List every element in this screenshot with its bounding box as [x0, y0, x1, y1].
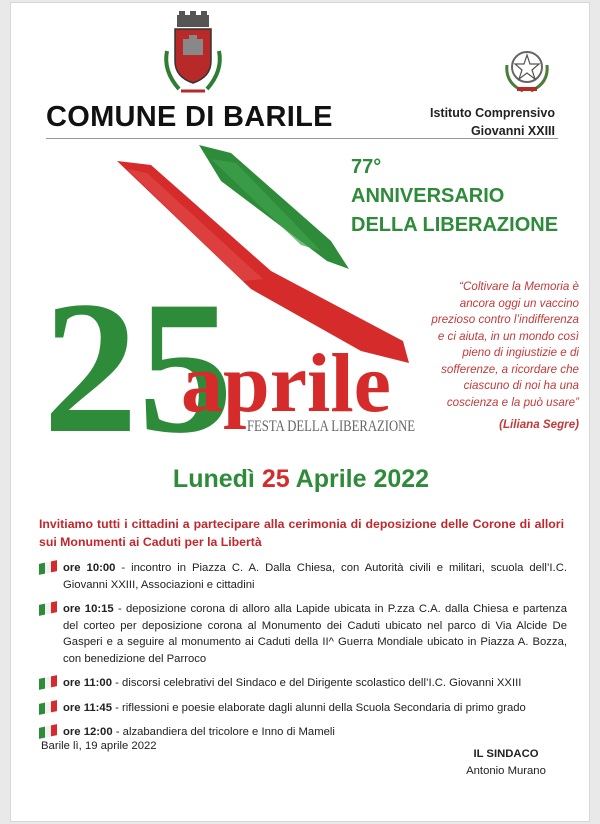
anniversary-line-2: DELLA LIBERAZIONE: [351, 214, 559, 236]
header-divider: [46, 138, 558, 139]
school-line-1: Istituto Comprensivo: [429, 106, 555, 120]
program-item-text: [63, 601, 567, 667]
quote-line: coscienza e la può usare”: [446, 395, 579, 409]
hero-subtitle: FESTA DELLA LIBERAZIONE: [247, 418, 415, 435]
mayor-name: Antonio Murano: [466, 765, 546, 777]
date-month-year: Aprile 2022: [295, 465, 430, 493]
italian-flag-icon: [39, 675, 57, 690]
quote-line: “Coltivare la Memoria è: [459, 280, 579, 293]
quote-line: e ci aiuta, in un mondo così: [437, 329, 579, 343]
program-item: [39, 675, 567, 692]
quote-author: (Liliana Segre): [499, 418, 579, 431]
anniversary-line-1: ANNIVERSARIO: [351, 185, 505, 207]
italian-flag-icon: [39, 560, 57, 575]
program-item: [39, 724, 567, 741]
invitation-text: Invitiamo tutti i cittadini a partecipare alla cerimonia di deposizione delle Corone di allori sui Monumenti ai Caduti per la Libertà: [39, 517, 564, 549]
school-name: [430, 104, 555, 140]
program-time: ore 11:00: [63, 677, 112, 689]
program-time: ore 10:00: [63, 562, 116, 574]
program-description: - deposizione corona di alloro alla Lapide ubicata in P.zza C.A. dalla Chiesa e partenza del corteo per deposizione corona al Monumento dei Caduti ubicato nel parco di Via Alcide De Gasperi e a seguire al monumento ai Caduti della II^ Guerra Mondiale ubicato in Piazza A. Bozza, con benedizione del Parroco: [63, 603, 567, 665]
italian-flag-icon: [39, 601, 57, 616]
anniversary-number: 77°: [351, 156, 382, 178]
date-weekday: Lunedì: [172, 465, 255, 493]
italian-republic-emblem-icon: [501, 43, 553, 95]
program-description: - riflessioni e poesie elaborate dagli alunni della Scuola Secondaria di primo grado: [112, 701, 526, 714]
program-item-text: [63, 724, 567, 741]
program-time: ore 11:45: [63, 701, 112, 714]
program-item-text: [63, 675, 567, 692]
italian-flag-icon: [39, 724, 57, 739]
program-time: ore 10:15: [63, 603, 114, 615]
program-item: [39, 700, 567, 717]
program-item: [39, 601, 567, 667]
quote-line: prezioso contro l’indifferenza: [431, 313, 579, 326]
program-item-text: [63, 700, 567, 717]
big-number: 25: [43, 263, 233, 441]
municipal-crest-icon: [159, 11, 227, 99]
date-day: 25: [261, 465, 290, 493]
poster-page: [10, 2, 590, 822]
program-item: [39, 560, 567, 593]
quote-line: sofferenze, a ricordare che: [441, 362, 579, 376]
anniversary-heading: [351, 153, 558, 240]
quote-line: ancora oggi un vaccino: [459, 296, 579, 310]
mayor-role: IL SINDACO: [473, 748, 539, 760]
quote-block: [389, 279, 579, 434]
school-line-2: Giovanni XXIII: [470, 124, 555, 138]
municipality-title: COMUNE DI BARILE: [46, 101, 333, 133]
italian-flag-icon: [39, 700, 57, 715]
quote-line: ciascuno di noi ha una: [463, 379, 579, 392]
program-description: - alzabandiera del tricolore e Inno di Mameli: [112, 726, 335, 738]
quote-line: pieno di ingiustizie e di: [462, 346, 579, 359]
program-description: - incontro in Piazza C. A. Dalla Chiesa, con Autorità civili e militari, scuola dell’I.C. Giovanni XXIII, Associazioni e cittadini: [63, 562, 567, 591]
program-description: - discorsi celebrativi del Sindaco e del Dirigente scolastico dell’I.C. Giovanni XXIII: [112, 677, 522, 689]
big-word: aprile: [181, 337, 391, 430]
event-date: [11, 465, 591, 494]
mayor-signature-block: [451, 746, 561, 780]
program-item-text: [63, 560, 567, 593]
program-list: [39, 560, 567, 749]
program-time: ore 12:00: [63, 726, 113, 738]
place-date: Barile lì, 19 aprile 2022: [41, 740, 157, 752]
